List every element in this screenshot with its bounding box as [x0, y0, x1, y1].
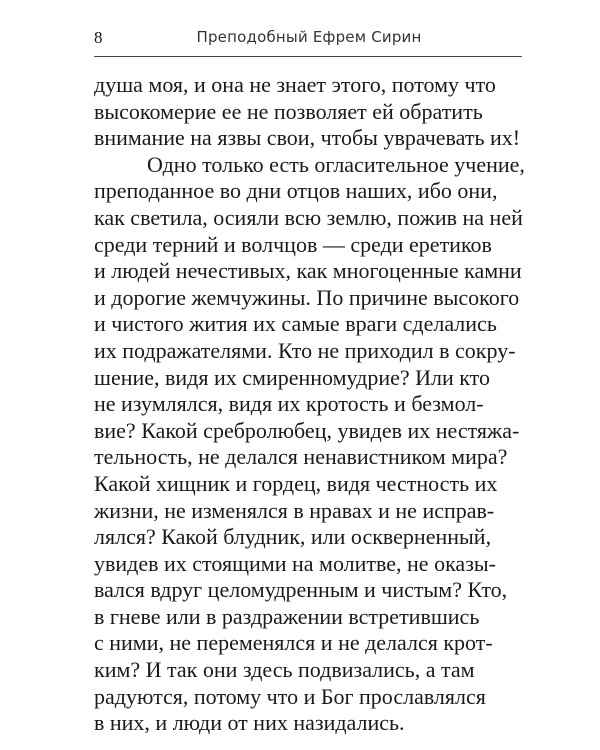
text-line: вался вдруг целомудренным и чистым? Кто, [94, 577, 508, 603]
text-line: шение, видя их смиренномудрие? Или кто [94, 364, 491, 390]
text-line: душа моя, и она не знает этого, потому что [94, 72, 496, 97]
page-number: 8 [94, 28, 103, 47]
text-line: Какой хищник и гордец, видя честность их [94, 470, 498, 496]
text-line: жизни, не изменялся в нравах и не исправ- [94, 497, 495, 523]
text-line: увидев их стоящими на молитве, не оказы- [94, 550, 496, 576]
text-line: и дорогие жемчужины. По причине высокого [94, 284, 520, 310]
text-line: ким? И так они здесь подвизались, а там [94, 657, 475, 683]
body-text [94, 72, 534, 737]
text-line: вие? Какой сребролюбец, увидев их нестяжа- [94, 417, 520, 443]
text-line: радуются, потому что и Бог прославлялся [94, 683, 486, 709]
text-line: среди терний и волчцов — среди еретиков [94, 231, 492, 257]
text-line: лялся? Какой блудник, или оскверненный, [94, 524, 492, 550]
text-line: их подражателями. Кто не приходил в сокру- [94, 337, 516, 363]
text-line: с ними, не переменялся и не делался крот- [94, 630, 493, 656]
text-line: как светила, осияли всю землю, пожив на ней [94, 204, 523, 230]
text-line: в гневе или в раздражении встретившись [94, 603, 480, 629]
text-line: не изумлялся, видя их кротость и безмол- [94, 391, 484, 417]
running-head [94, 28, 524, 50]
text-line: в них, и люди от них назидались. [94, 710, 405, 736]
running-title: Преподобный Ефрем Сирин [196, 28, 422, 46]
text-line: тельность, не делался ненавистником мира? [94, 444, 508, 470]
text-line: высокомерие ее не позволяет ей обратить [94, 98, 483, 124]
header-rule [94, 56, 522, 57]
text-line: преподанное во дни отцов наших, ибо они, [94, 178, 498, 204]
text-line: внимание на язвы свои, чтобы уврачевать их! [94, 125, 521, 151]
text-line: и людей нечестивых, как многоценные камни [94, 258, 522, 284]
paragraph-first-line: Одно только есть огласительное учение, [147, 151, 525, 177]
text-line: и чистого жития их самые враги сделались [94, 311, 497, 337]
